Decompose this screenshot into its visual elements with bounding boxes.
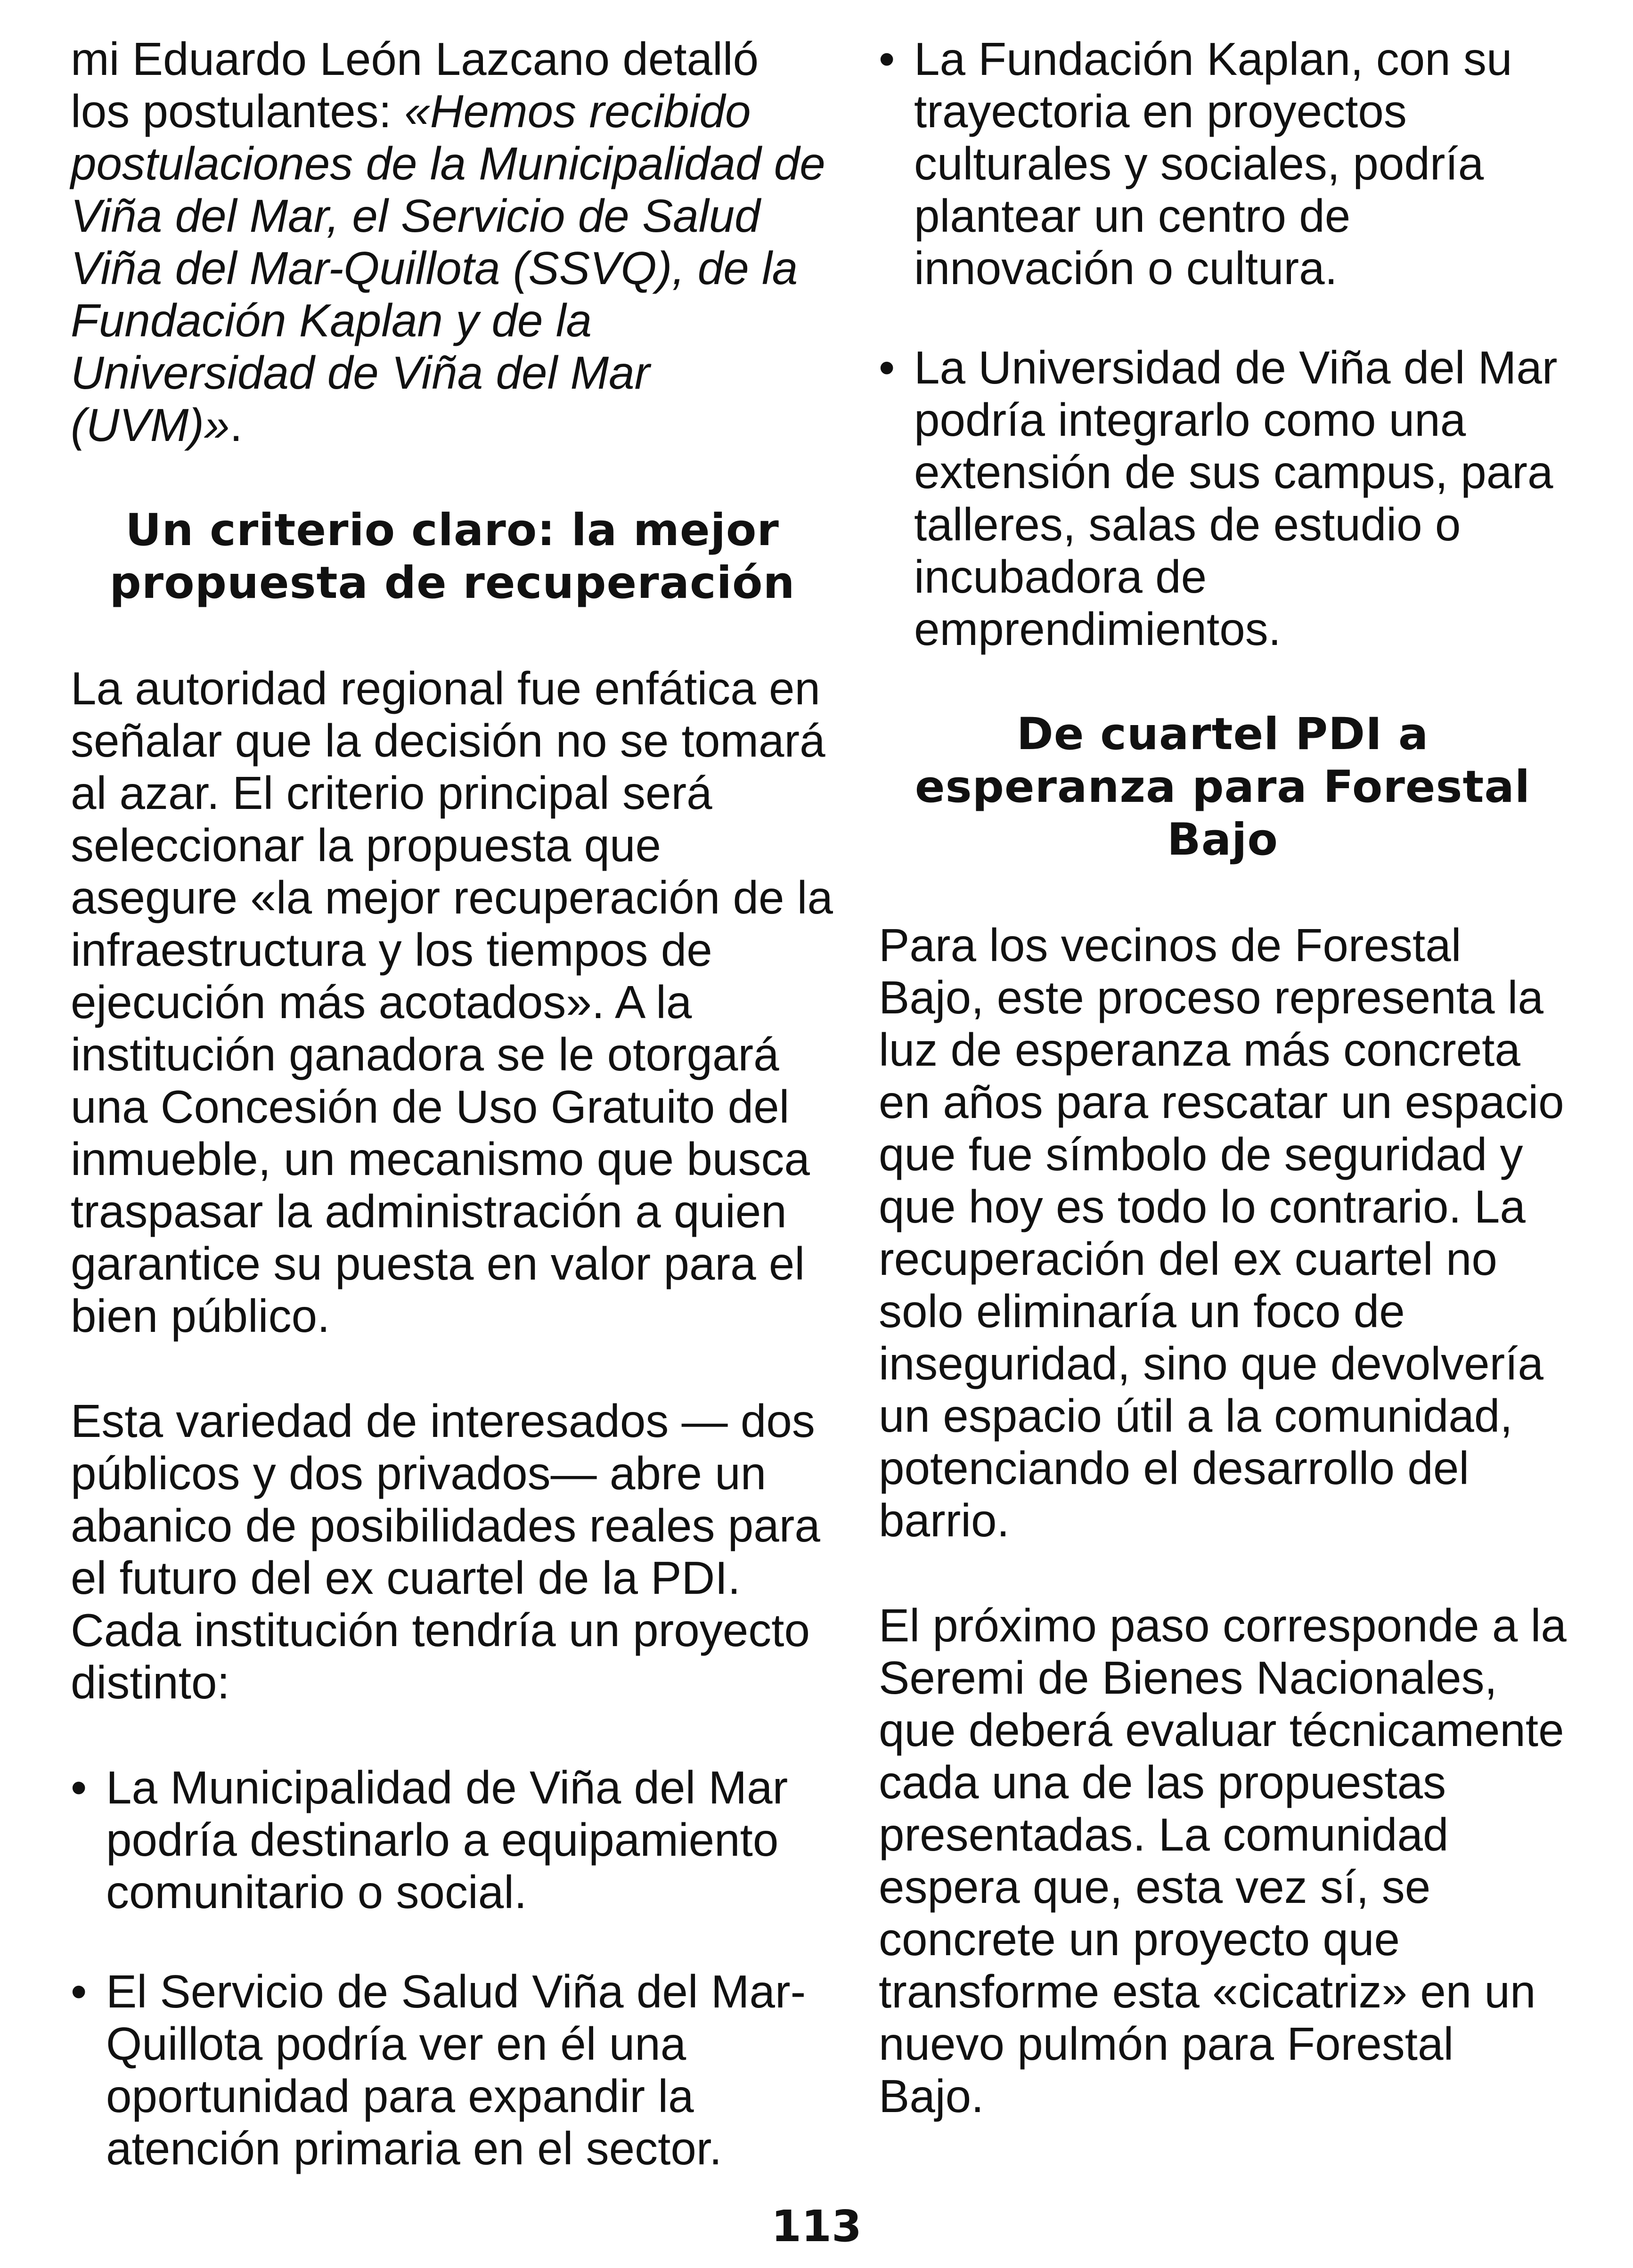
body-paragraph-interesados: Esta variedad de interesados — dos públicos y dos privados— abre un abanico de posibilidades reales para el futuro del ex cuartel de la PDI. Cada institución tendría un proyecto distinto: xyxy=(71,1395,820,1708)
bullet-text: La Fundación Kaplan, con su trayectoria en proyectos culturales y sociales, podría plantear un centro de innovación o cultura. xyxy=(914,33,1512,294)
bullet-dot: • xyxy=(71,1762,87,1813)
intro-quote: «Hemos recibido postulaciones de la Municipalidad de Viña del Mar, el Servicio de Salud Viña del Mar-Quillota (SSVQ), de la Fundación Kaplan y de la Universidad de Viña del Mar (UVM)» xyxy=(71,85,825,451)
bullet-item-servicio-salud xyxy=(71,1966,834,2175)
bullet-text: El Servicio de Salud Viña del Mar-Quillota podría ver en él una oportunidad para expandir la atención primaria en el sector. xyxy=(106,1966,806,2174)
heading-line: De cuartel PDI a xyxy=(1016,709,1429,760)
heading-line: esperanza para Forestal xyxy=(914,761,1531,813)
heading-line: Un criterio claro: la mejor xyxy=(125,505,779,556)
heading-line: propuesta de recuperación xyxy=(109,557,795,609)
body-paragraph-vecinos: Para los vecinos de Forestal Bajo, este proceso representa la luz de esperanza más concreta en años para rescatar un espacio que fue símbolo de seguridad y que hoy es todo lo contrario. La recuperación del ex cuartel no solo eliminaría un foco de inseguridad, sino que devolvería un espacio útil a la comunidad, potenciando el desarrollo del barrio. xyxy=(879,919,1564,1546)
right-column xyxy=(879,33,1567,2122)
left-column xyxy=(71,33,834,2175)
intro-paragraph xyxy=(71,33,834,451)
intro-line-1: mi Eduardo León Lazcano detalló xyxy=(71,33,759,85)
heading-line: Bajo xyxy=(1167,814,1278,865)
intro-end: . xyxy=(229,399,243,451)
bullet-item-municipalidad xyxy=(71,1762,834,1918)
bullet-text: La Municipalidad de Viña del Mar podría destinarlo a equipamiento comunitario o social. xyxy=(106,1762,788,1918)
page-number: 113 xyxy=(771,2201,862,2252)
intro-line-2: los postulantes: xyxy=(71,85,405,137)
bullet-item-fundacion-kaplan xyxy=(879,33,1567,294)
body-paragraph-criterio: La autoridad regional fue enfática en señalar que la decisión no se tomará al azar. El criterio principal será seleccionar la propuesta que asegure «la mejor recuperación de la infraestructura y los tiempos de ejecución más acotados». A la institución ganadora se le otorgará una Concesión de Uso Gratuito del inmueble, un mecanismo que busca traspasar la administración a quien garantice su puesta en valor para el bien público. xyxy=(71,662,833,1342)
section-heading-cuartel xyxy=(879,708,1567,866)
bullet-item-universidad xyxy=(879,342,1567,655)
bullet-dot: • xyxy=(879,33,895,85)
body-paragraph-proximo-paso: El próximo paso corresponde a la Seremi de Bienes Nacionales, que deberá evaluar técnicamente cada una de las propuestas presentadas. La comunidad espera que, esta vez sí, se concrete un proyecto que transforme esta «cicatriz» en un nuevo pulmón para Forestal Bajo. xyxy=(879,1599,1567,2122)
bullet-dot: • xyxy=(879,342,895,393)
bullet-text: La Universidad de Viña del Mar podría integrarlo como una extensión de sus campus, para talleres, salas de estudio o incubadora de emprendimientos. xyxy=(914,342,1558,655)
bullet-dot: • xyxy=(71,1966,87,2017)
section-heading-criterio xyxy=(71,504,834,610)
